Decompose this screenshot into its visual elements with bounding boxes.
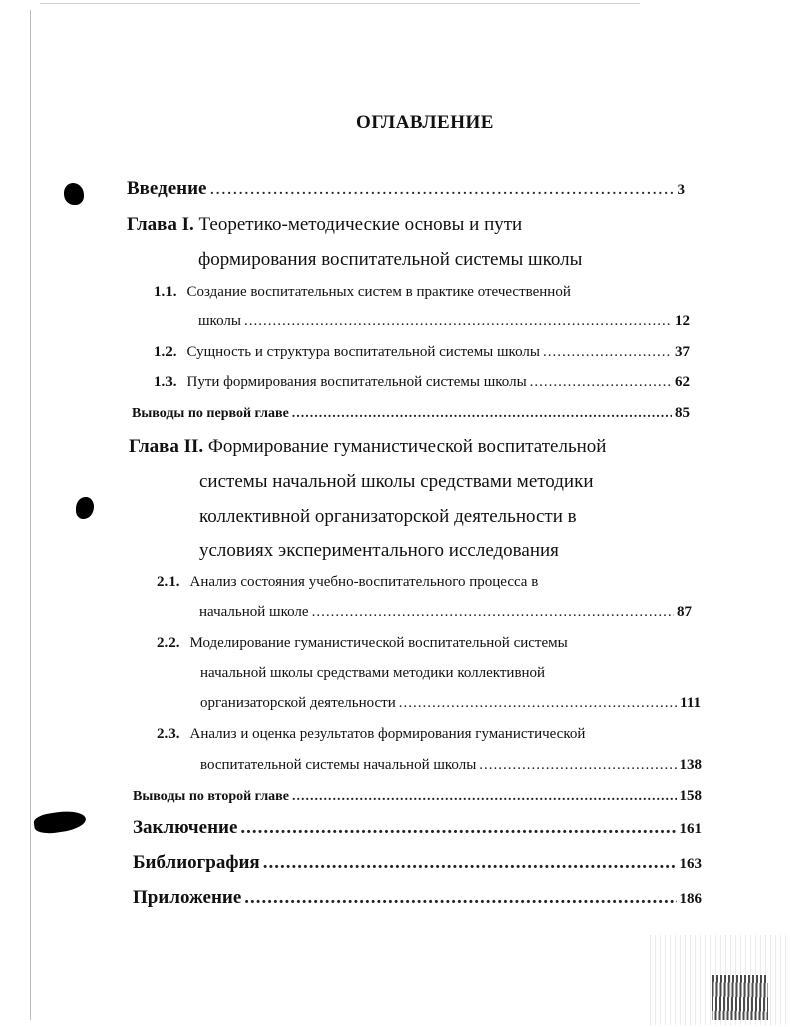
chapter2-prefix: Глава II. (129, 436, 204, 457)
toc-leader (312, 604, 674, 621)
toc-page: 138 (679, 757, 702, 773)
toc-entry-intro (127, 178, 685, 200)
chapter2-title-line2: системы начальной школы средствами методики (199, 471, 594, 492)
chapter2-heading (129, 436, 606, 458)
section-title: Анализ состояния учебно-воспитательного процесса в (189, 574, 539, 590)
toc-page: 163 (679, 856, 702, 872)
toc-leader (530, 374, 672, 391)
scan-edge-left (30, 10, 31, 1020)
page-title: ОГЛАВЛЕНИЕ (356, 112, 494, 133)
toc-label: Выводы по второй главе (133, 789, 289, 804)
section-number: 1.1. (154, 284, 177, 300)
binder-hole-mark-top (64, 183, 84, 205)
toc-page: 37 (675, 344, 690, 360)
toc-entry-1-2 (154, 344, 690, 361)
chapter2-title-line4: условиях экспериментального исследования (199, 540, 559, 561)
toc-leader (479, 757, 676, 774)
section-number: 1.3. (154, 374, 177, 390)
section-title: Моделирование гуманистической воспитательной системы (189, 635, 568, 651)
toc-page: 161 (679, 821, 702, 837)
toc-entry-1-3 (154, 374, 690, 391)
binder-hole-mark-bottom (33, 808, 87, 835)
toc-leader (244, 313, 672, 330)
toc-leader (399, 695, 677, 712)
toc-page: 158 (679, 788, 702, 804)
toc-page: 12 (675, 313, 690, 329)
toc-label: организаторской деятельности (200, 695, 396, 711)
section-number: 2.3. (157, 726, 180, 742)
chapter1-prefix: Глава I. (127, 214, 194, 235)
section-number: 1.2. (154, 344, 177, 360)
toc-page: 3 (677, 182, 685, 198)
chapter2-title-line1: Формирование гуманистической воспитательной (207, 436, 607, 457)
toc-page: 111 (680, 695, 701, 711)
section-title: Пути формирования воспитательной системы школы (186, 374, 527, 390)
toc-label: Библиография (133, 852, 260, 873)
binder-hole-mark-middle (76, 497, 94, 519)
toc-leader (292, 789, 677, 805)
toc-entry-2-3-line1 (157, 726, 585, 743)
toc-entry-bibliography (133, 852, 702, 874)
toc-entry-conclusion (133, 817, 702, 839)
toc-label: начальной школе (199, 604, 309, 620)
toc-label: школы (198, 313, 241, 329)
section-title: Создание воспитательных систем в практике отечественной (186, 284, 571, 300)
toc-entry-1-1-line1 (154, 284, 571, 301)
toc-label-wrap (154, 344, 540, 361)
toc-label-wrap (154, 374, 527, 391)
chapter1-heading (127, 214, 522, 236)
chapter2-title-line3: коллективной организаторской деятельности в (199, 506, 577, 527)
toc-leader (292, 406, 672, 422)
section-title: Сущность и структура воспитательной системы школы (186, 344, 540, 360)
toc-leader (244, 887, 676, 909)
toc-entry-2-1 (199, 604, 692, 621)
toc-entry-2-1-line1 (157, 574, 538, 591)
toc-label: Выводы по первой главе (132, 406, 289, 421)
toc-entry-2-3 (200, 757, 702, 774)
section-title: Анализ и оценка результатов формирования гуманистической (189, 726, 586, 742)
toc-entry-conclusions-1 (132, 405, 690, 422)
toc-page: 62 (675, 374, 690, 390)
section-number: 2.2. (157, 635, 180, 651)
toc-entry-conclusions-2 (133, 788, 702, 805)
toc-entry-2-2 (200, 695, 701, 712)
toc-label: Введение (127, 178, 207, 199)
toc-page: 85 (675, 405, 690, 421)
toc-page: 87 (677, 604, 692, 620)
section-number: 2.1. (157, 574, 180, 590)
scan-noise-dark (712, 975, 768, 1020)
toc-leader (240, 817, 676, 839)
toc-page: 186 (679, 891, 702, 907)
toc-label: воспитательной системы начальной школы (200, 757, 477, 773)
scan-edge-top (40, 3, 640, 4)
toc-entry-2-2-line1 (157, 635, 568, 652)
toc-leader (543, 344, 672, 361)
toc-entry-appendix (133, 887, 702, 909)
toc-label: Заключение (133, 817, 238, 838)
toc-entry-1-1 (198, 313, 690, 330)
toc-leader (263, 852, 677, 874)
chapter1-title-line1: Теоретико-методические основы и пути (198, 214, 523, 235)
toc-label: Приложение (133, 887, 242, 908)
toc-leader (210, 178, 675, 200)
chapter1-title-line2: формирования воспитательной системы школы (198, 249, 583, 270)
toc-entry-2-2-line2: начальной школы средствами методики коллективной (200, 665, 546, 681)
